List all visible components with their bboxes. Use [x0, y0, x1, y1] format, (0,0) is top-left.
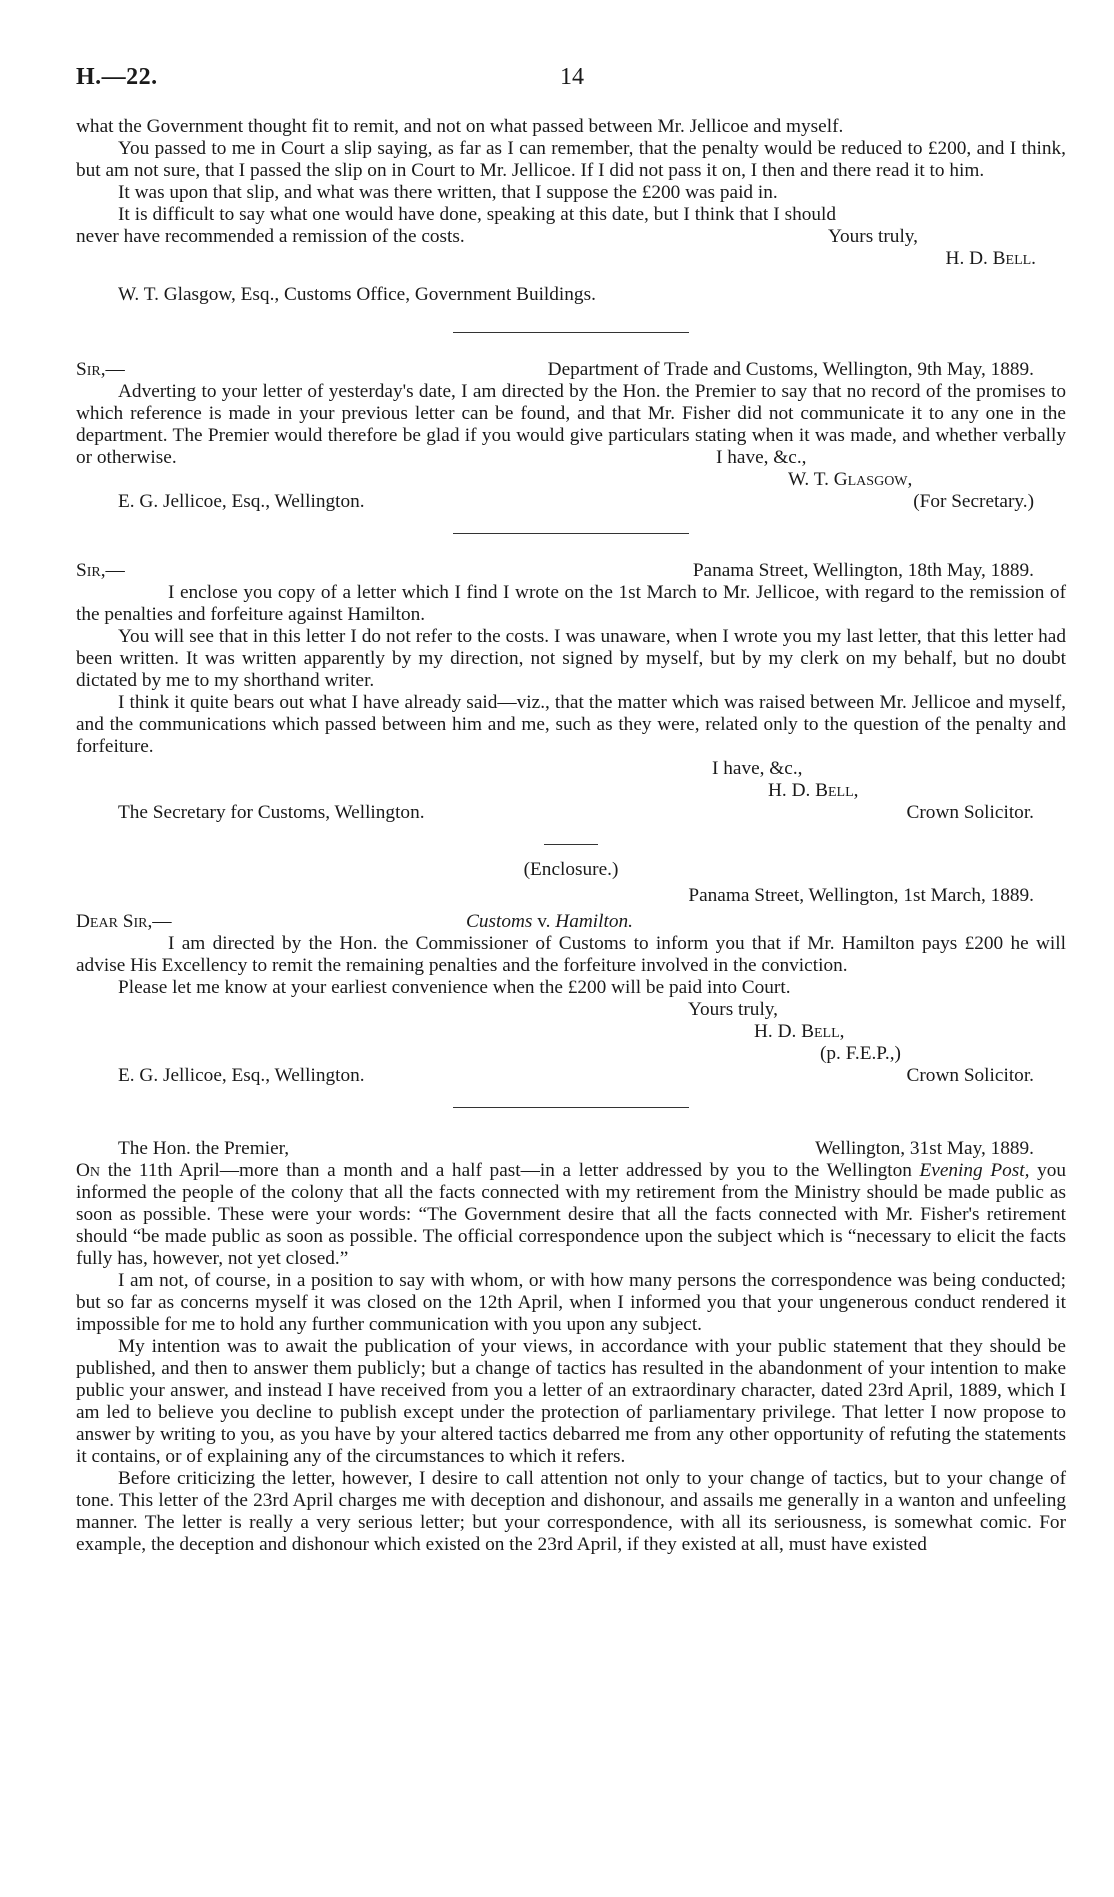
- letter-bell-to-glasgow: [76, 116, 1066, 306]
- paragraph: My intention was to await the publication of your views, in accordance with your public statement that they should be published, and then to answer them publicly; but a change of tactics has resulted in the abandonment of your intention to make public your answer, and instead I have received from you a letter of an extraordinary character, dated 23rd April, 1889, which I am led to believe you decline to publish except under the protection of parliamentary privilege. That letter I now propose to answer by writing to you, as you have by your altered tactics debarred me from any other opportunity of refuting the statements it contains, or of explaining any of the circumstances to which it refers.: [76, 1336, 1066, 1467]
- paragraph: Adverting to your letter of yesterday's date, I am directed by the Hon. the Premier to say that no record of the promises to which reference is made in your previous letter can be found, and that Mr. Fisher did not communicate it to any one in the department. The Premier would therefore be glad if you would give particulars stating when it was made, and whether verbally or otherwise.: [76, 381, 1066, 468]
- dateline: Panama Street, Wellington, 1st March, 1889.: [688, 885, 1034, 906]
- paragraph: what the Government thought fit to remit, and not on what passed between Mr. Jellicoe and myself.: [76, 116, 844, 137]
- heading-row: [76, 1138, 1066, 1160]
- addressee: E. G. Jellicoe, Esq., Wellington.: [118, 491, 365, 512]
- enclosure-label: (Enclosure.): [523, 859, 619, 880]
- signature-role: Crown Solicitor.: [906, 802, 1034, 823]
- heading-row: [76, 359, 1066, 381]
- heading-row: [76, 911, 1066, 933]
- letter-bell-to-secretary: [76, 560, 1066, 824]
- addressee-row: [76, 1065, 1066, 1087]
- paragraph: It is difficult to say what one would have done, speaking at this date, but I think that I should never have recommended a remission of the costs.: [76, 204, 836, 247]
- paragraph: I am directed by the Hon. the Commissioner of Customs to inform you that if Mr. Hamilton pays £200 he will advise His Excellency to remit the remaining penalties and the forfeiture involved in the conviction.: [76, 933, 1066, 976]
- enclosure-letter: [76, 859, 1066, 1087]
- case-title: Customs v. Hamilton.: [466, 911, 633, 932]
- signature-row: [76, 1021, 1066, 1043]
- signature: H. D. Bell,: [768, 780, 859, 801]
- salutation: Sir,—: [76, 560, 125, 581]
- signature-row: [76, 248, 1066, 270]
- salutation: Dear Sir,—: [76, 911, 172, 932]
- paragraph: On the 11th April—more than a month and a half past—in a letter addressed by you to the Wellington Evening Post, you informed the people of the colony that all the facts connected with my retirement from the Ministry should be made public as soon as possible. These were your words: “The Government desire that all the facts connected with Mr. Fisher's retirement should “be made public as soon as possible. The official correspondence upon the subject which is “necessary to elicit the facts fully has, however, not yet closed.”: [76, 1160, 1067, 1269]
- dateline-row: [76, 885, 1066, 907]
- signature-pp: (p. F.E.P.,): [820, 1043, 901, 1064]
- signature: W. T. Glasgow,: [788, 469, 913, 490]
- addressee-row: [76, 802, 1066, 824]
- page-number: 14: [560, 64, 584, 90]
- paragraph: I think it quite bears out what I have already said—viz., that the matter which was raised between Mr. Jellicoe and myself, and the communications which passed between him and me, such as they were, related only to the question of the penalty and forfeiture.: [76, 692, 1066, 757]
- addressee: W. T. Glasgow, Esq., Customs Office, Government Buildings.: [118, 284, 596, 305]
- page-header: [76, 66, 1066, 96]
- heading-row: [76, 560, 1066, 582]
- addressee: The Hon. the Premier,: [118, 1138, 290, 1159]
- signature-role: Crown Solicitor.: [906, 1065, 1034, 1086]
- paragraph: I enclose you copy of a letter which I find I wrote on the 1st March to Mr. Jellicoe, with regard to the remission of the penalties and forfeiture against Hamilton.: [76, 582, 1066, 625]
- paragraph: It was upon that slip, and what was there written, that I suppose the £200 was paid in.: [118, 182, 778, 203]
- closing-row: [76, 447, 1066, 469]
- signature-role: (For Secretary.): [913, 491, 1034, 512]
- closing: I have, &c.,: [716, 447, 807, 468]
- addressee-row: [76, 491, 1066, 513]
- paragraph: I am not, of course, in a position to say with whom, or with how many persons the correspondence was being conducted; but so far as concerns myself it was closed on the 12th April, when I informed you that your ungenerous conduct rendered it impossible for me to hold any further communication with you upon any subject.: [76, 1270, 1066, 1335]
- page-content: [76, 116, 1066, 1556]
- closing-row: [76, 226, 1066, 248]
- closing: Yours truly,: [688, 999, 779, 1020]
- signature: H. D. Bell.: [945, 248, 1036, 269]
- section-reference: H.—22.: [76, 64, 158, 90]
- letter-glasgow-to-jellicoe: [76, 359, 1066, 513]
- dateline: Department of Trade and Customs, Wellington, 9th May, 1889.: [547, 359, 1034, 380]
- signature-row: [76, 469, 1066, 491]
- closing-row: [76, 999, 1066, 1021]
- paragraph: You passed to me in Court a slip saying, as far as I can remember, that the penalty would be reduced to £200, and I think, but am not sure, that I passed the slip on in Court to Mr. Jellicoe. If I did not pass it on, I then and there read it to him.: [76, 138, 1066, 181]
- closing-row: [76, 758, 1066, 780]
- addressee: E. G. Jellicoe, Esq., Wellington.: [118, 1065, 365, 1086]
- closing: I have, &c.,: [712, 758, 803, 779]
- paragraph: Please let me know at your earliest convenience when the £200 will be paid into Court.: [118, 977, 791, 998]
- signature-row: [76, 780, 1066, 802]
- closing: Yours truly,: [828, 226, 919, 247]
- signature: H. D. Bell,: [754, 1021, 845, 1042]
- signature-pp-row: [76, 1043, 1066, 1065]
- addressee: The Secretary for Customs, Wellington.: [118, 802, 425, 823]
- salutation: Sir,—: [76, 359, 125, 380]
- dateline: Wellington, 31st May, 1889.: [815, 1138, 1034, 1159]
- letter-fisher-to-premier: [76, 1138, 1066, 1556]
- paragraph: You will see that in this letter I do not refer to the costs. I was unaware, when I wrote you my last letter, that this letter had been written. It was written apparently by my direction, not signed by myself, but by my clerk on my behalf, but no doubt dictated by me to my shorthand writer.: [76, 626, 1066, 691]
- paragraph: Before criticizing the letter, however, I desire to call attention not only to your change of tactics, but to your change of tone. This letter of the 23rd April charges me with deception and dishonour, and assails me generally in a wanton and unfeeling manner. The letter is really a very serious letter; but your correspondence, with all its seriousness, is somewhat comic. For example, the deception and dishonour which existed on the 23rd April, if they existed at all, must have existed: [76, 1468, 1066, 1555]
- dateline: Panama Street, Wellington, 18th May, 1889.: [692, 560, 1034, 581]
